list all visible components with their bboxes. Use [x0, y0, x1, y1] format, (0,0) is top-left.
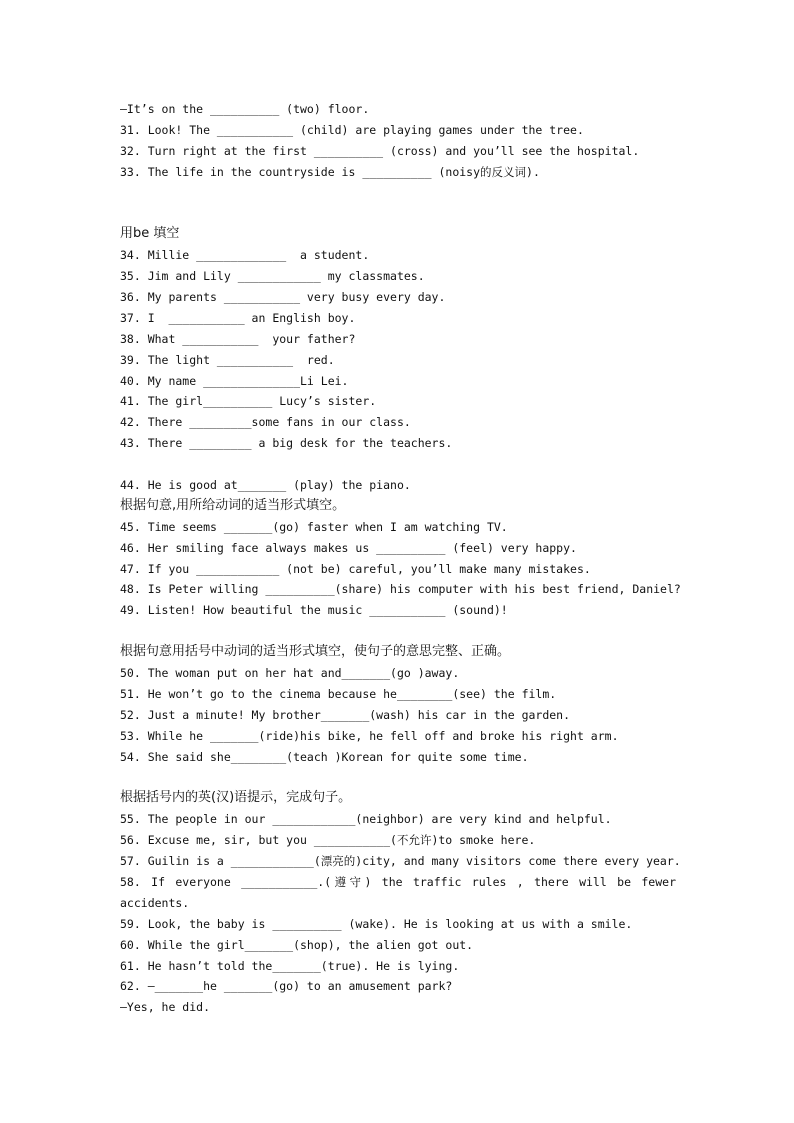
exercise-line: 54. She said she________(teach )Korean for quite some time. — [120, 749, 529, 764]
exercise-line: 37. I ___________ an English boy. — [120, 310, 356, 325]
exercise-line: 40. My name ______________Li Lei. — [120, 373, 349, 388]
exercise-line: 33. The life in the countryside is __________ (noisy的反义词). — [120, 164, 540, 179]
spacer — [120, 454, 680, 475]
exercise-line: 44. He is good at_______ (play) the piano. — [120, 478, 411, 493]
exercise-line: 31. Look! The ___________ (child) are playing games under the tree. — [120, 122, 584, 137]
spacer — [120, 203, 680, 224]
section-heading-be: 用be 填空 — [120, 226, 180, 242]
exercise-line: 41. The girl__________ Lucy’s sister. — [120, 394, 377, 409]
exercise-content — [120, 99, 680, 1018]
spacer — [120, 768, 680, 789]
exercise-line: 42. There _________some fans in our class. — [120, 415, 411, 430]
exercise-line: 50. The woman put on her hat and_______(go )away. — [120, 666, 460, 681]
spacer — [120, 621, 680, 642]
exercise-line: 35. Jim and Lily ____________ my classmates. — [120, 269, 425, 284]
section-heading-hint: 根据括号内的英(汉)语提示，完成句子。 — [120, 790, 352, 806]
exercise-line: 62. —_______he _______(go) to an amusement park? — [120, 979, 453, 994]
exercise-line: 59. Look, the baby is __________ (wake). He is looking at us with a smile. — [120, 916, 633, 931]
spacer — [120, 183, 680, 204]
exercise-line: 53. While he _______(ride)his bike, he fell off and broke his right arm. — [120, 728, 619, 743]
exercise-line: 38. What ___________ your father? — [120, 331, 356, 346]
exercise-line: 58. If everyone ___________.(遵守) the traffic rules , there will be fewer — [120, 874, 676, 889]
exercise-line: 34. Millie _____________ a student. — [120, 248, 370, 263]
exercise-line: 36. My parents ___________ very busy every day. — [120, 290, 446, 305]
exercise-line: 61. He hasn’t told the_______(true). He is lying. — [120, 958, 460, 973]
exercise-line-continuation: accidents. — [120, 895, 190, 910]
exercise-line: 55. The people in our ____________(neighbor) are very kind and helpful. — [120, 812, 612, 827]
exercise-line: —It’s on the __________ (two) floor. — [120, 102, 370, 116]
exercise-line: 51. He won’t go to the cinema because he________(see) the film. — [120, 686, 557, 701]
exercise-line: 60. While the girl_______(shop), the alien got out. — [120, 937, 474, 952]
section-heading-verb: 根据句意,用所给动词的适当形式填空。 — [120, 497, 346, 513]
exercise-line: —Yes, he did. — [120, 1000, 211, 1015]
exercise-line: 46. Her smiling face always makes us __________ (feel) very happy. — [120, 540, 577, 555]
section-heading-bracket: 根据句意用括号中动词的适当形式填空，使句子的意思完整、正确。 — [120, 644, 511, 660]
exercise-line: 43. There _________ a big desk for the teachers. — [120, 436, 453, 451]
exercise-line: 39. The light ___________ red. — [120, 352, 335, 367]
exercise-line: 49. Listen! How beautiful the music ___________ (sound)! — [120, 603, 508, 618]
exercise-line: 45. Time seems _______(go) faster when I am watching TV. — [120, 519, 508, 534]
exercise-line: 48. Is Peter willing __________(share) his computer with his best friend, Daniel? — [120, 582, 681, 597]
exercise-line: 47. If you ____________ (not be) careful, you’ll make many mistakes. — [120, 561, 591, 576]
exercise-line: 52. Just a minute! My brother_______(wash) his car in the garden. — [120, 707, 571, 722]
exercise-line: 56. Excuse me, sir, but you ___________(不允许)to smoke here. — [120, 833, 536, 848]
exercise-line: 32. Turn right at the first __________ (cross) and you’ll see the hospital. — [120, 143, 640, 158]
exercise-line: 57. Guilin is a ____________(漂亮的)city, and many visitors come there every year. — [120, 854, 681, 869]
